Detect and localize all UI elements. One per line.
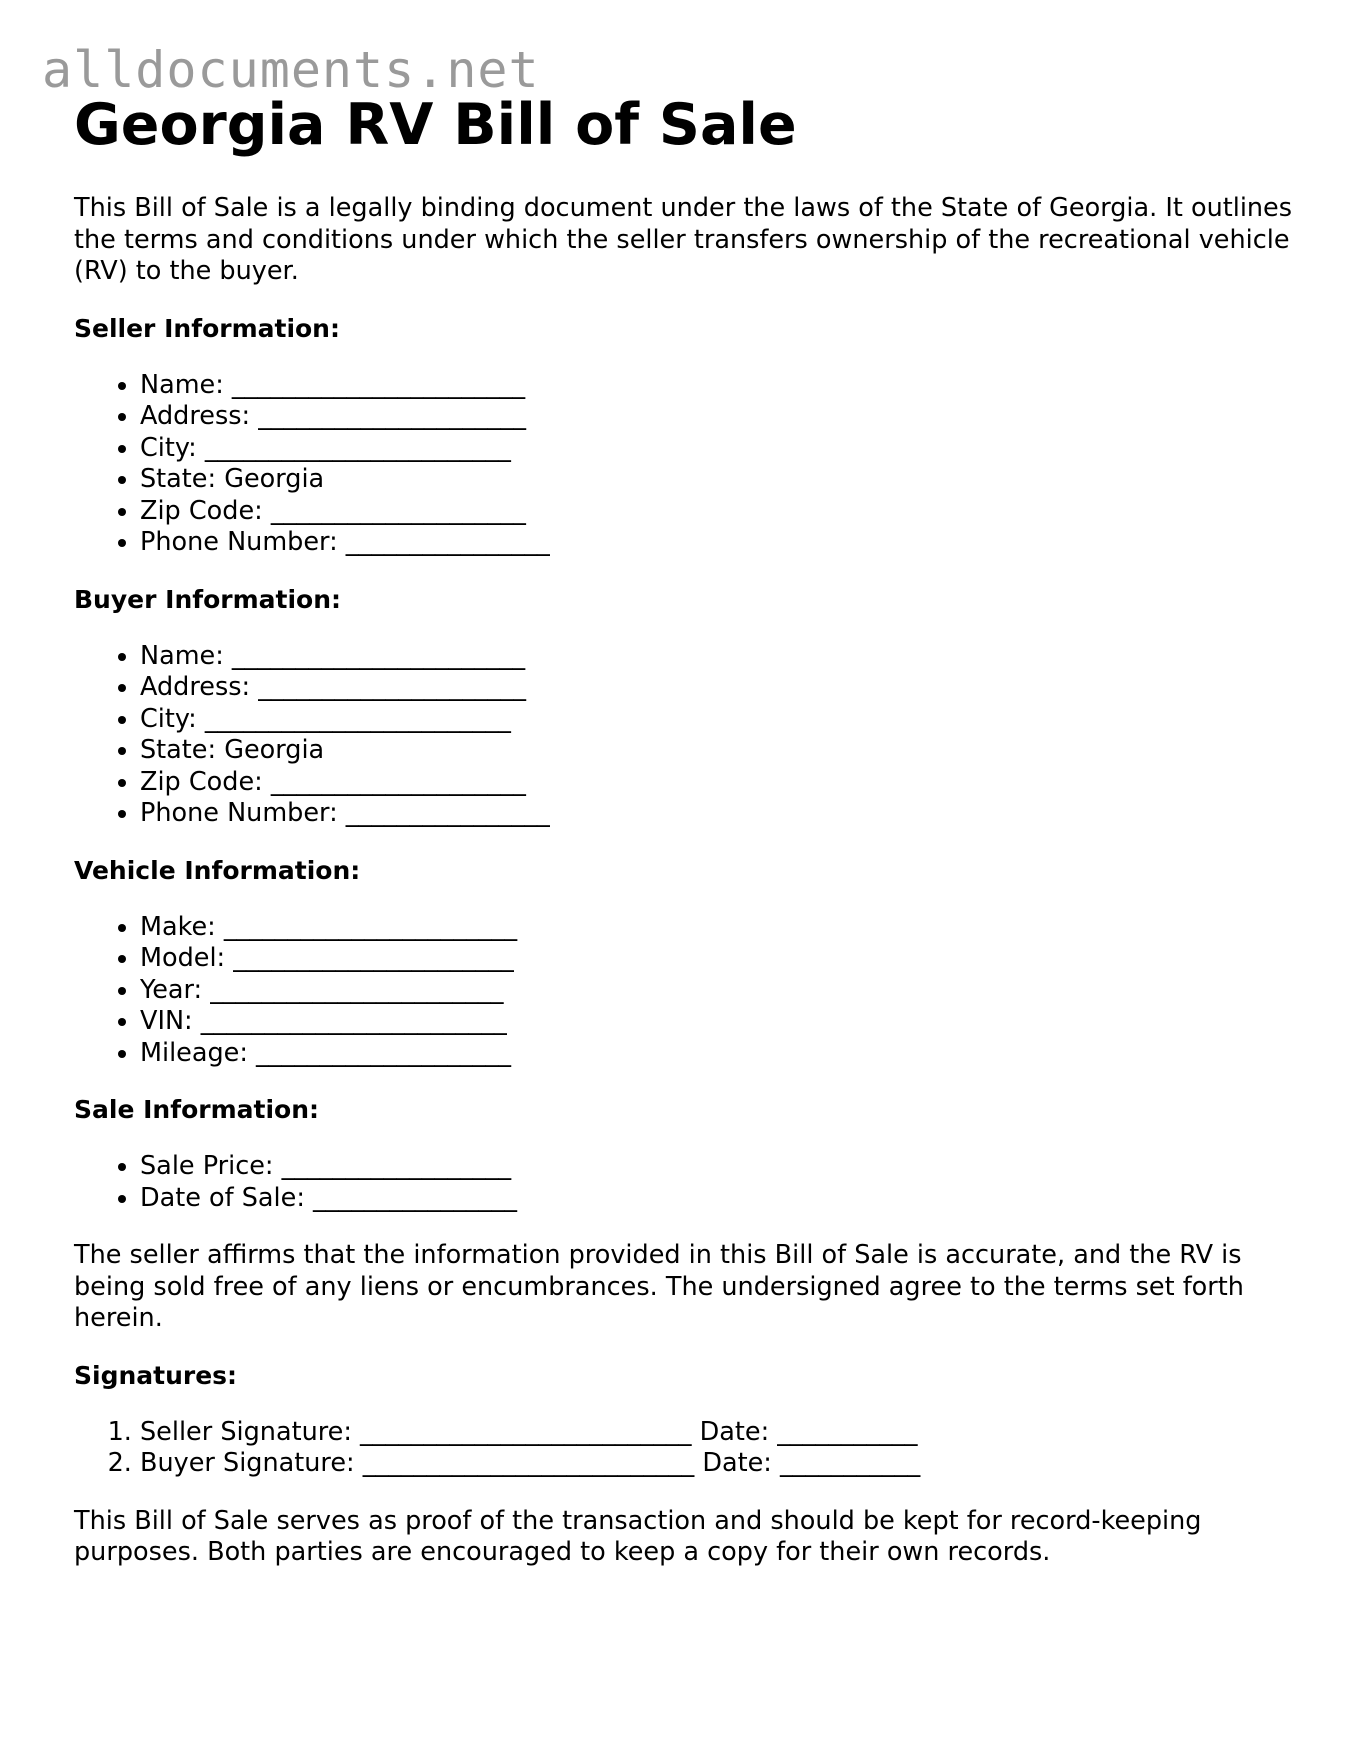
buyer-signature-line: 2. Buyer Signature: __________________________ Date: ___________ bbox=[140, 1448, 1294, 1480]
seller-phone-field: • Phone Number: ________________ bbox=[140, 527, 1294, 559]
intro-paragraph: This Bill of Sale is a legally binding document under the laws of the State of Georgia. It outlines the terms and conditions under which the seller transfers ownership of the recreational vehicle (RV) to the buyer. bbox=[74, 193, 1293, 286]
document-body bbox=[74, 90, 1294, 1569]
seller-city-field: • City: ________________________ bbox=[140, 433, 1294, 465]
vehicle-make-field: • Make: _______________________ bbox=[140, 912, 1294, 944]
affirmation-paragraph: The seller affirms that the information provided in this Bill of Sale is accurate, and the RV is being sold free of any liens or encumbrances. The undersigned agree to the terms set forth herein. bbox=[74, 1240, 1244, 1333]
closing-paragraph: This Bill of Sale serves as proof of the transaction and should be kept for record-keeping purposes. Both parties are encouraged to keep a copy for their own records. bbox=[74, 1505, 1202, 1567]
signatures-list bbox=[74, 1417, 1294, 1480]
buyer-state-field: • State: Georgia bbox=[140, 735, 1294, 767]
buyer-fields-list bbox=[74, 641, 1294, 830]
buyer-phone-field: • Phone Number: ________________ bbox=[140, 798, 1294, 830]
seller-name-field: • Name: _______________________ bbox=[140, 370, 1294, 402]
seller-zip-field: • Zip Code: ____________________ bbox=[140, 496, 1294, 528]
sale-date-field: • Date of Sale: ________________ bbox=[140, 1183, 1294, 1215]
sale-fields-list bbox=[74, 1151, 1294, 1214]
vehicle-mileage-field: • Mileage: ____________________ bbox=[140, 1038, 1294, 1070]
buyer-zip-field: • Zip Code: ____________________ bbox=[140, 767, 1294, 799]
sale-heading: Sale Information: bbox=[74, 1095, 319, 1124]
seller-heading: Seller Information: bbox=[74, 313, 340, 343]
buyer-name-field: • Name: _______________________ bbox=[140, 641, 1294, 673]
vehicle-model-field: • Model: ______________________ bbox=[140, 943, 1294, 975]
watermark: alldocuments.net bbox=[42, 41, 540, 99]
signatures-heading: Signatures: bbox=[74, 1360, 238, 1390]
sale-price-field: • Sale Price: __________________ bbox=[140, 1151, 1294, 1183]
buyer-address-field: • Address: _____________________ bbox=[140, 672, 1294, 704]
page-title: Georgia RV Bill of Sale bbox=[74, 92, 797, 158]
buyer-heading: Buyer Information: bbox=[74, 584, 342, 614]
vehicle-heading: Vehicle Information: bbox=[74, 855, 361, 885]
seller-signature-line: 1. Seller Signature: __________________________ Date: ___________ bbox=[140, 1417, 1294, 1449]
vehicle-vin-field: • VIN: ________________________ bbox=[140, 1006, 1294, 1038]
vehicle-year-field: • Year: _______________________ bbox=[140, 975, 1294, 1007]
seller-fields-list bbox=[74, 370, 1294, 559]
seller-state-field: • State: Georgia bbox=[140, 464, 1294, 496]
vehicle-fields-list bbox=[74, 912, 1294, 1070]
seller-address-field: • Address: _____________________ bbox=[140, 401, 1294, 433]
buyer-city-field: • City: ________________________ bbox=[140, 704, 1294, 736]
